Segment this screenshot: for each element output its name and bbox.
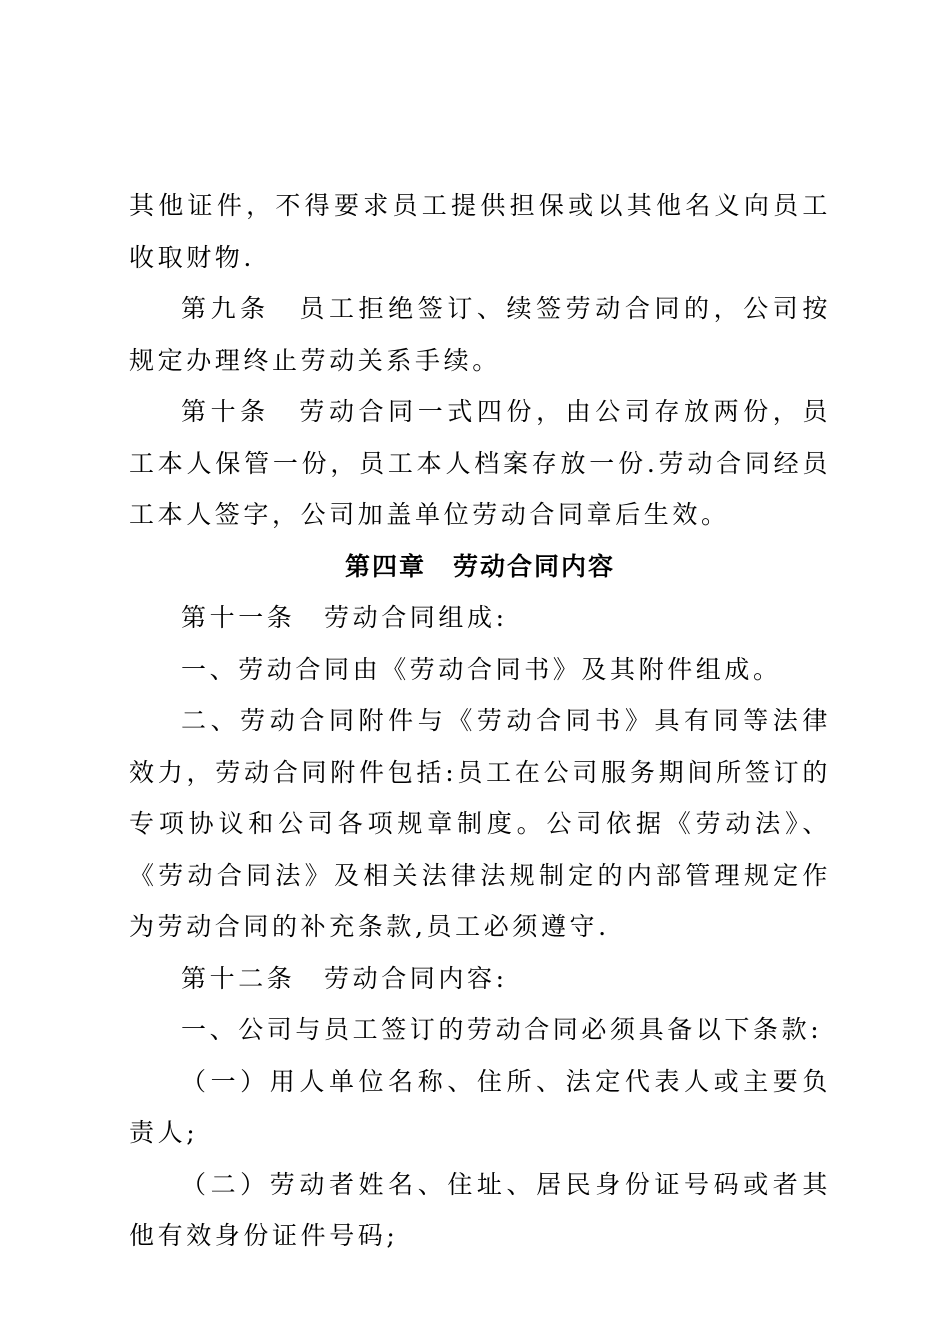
article-11-item-2: 二、劳动合同附件与《劳动合同书》具有同等法律效力，劳动合同附件包括:员工在公司服务期间所签订的专项协议和公司各项规章制度。公司依据《劳动法》、《劳动合同法》及相关法律法规制定的内部管理规定作为劳动合同的补充条款,员工必须遵守. — [129, 706, 831, 941]
article-12-item-1: 一、公司与员工签订的劳动合同必须具备以下条款: — [181, 1015, 823, 1044]
article-12-subitem-1: （一）用人单位名称、住所、法定代表人或主要负责人; — [129, 1066, 831, 1147]
article-11-item-1: 一、劳动合同由《劳动合同书》及其附件组成。 — [181, 654, 782, 684]
chapter-heading: 第四章 劳动合同内容 — [344, 551, 615, 581]
article-12: 第十二条 劳动合同内容: — [181, 963, 508, 993]
article-12-subitem-2: （二）劳动者姓名、住址、居民身份证号码或者其他有效身份证件号码; — [129, 1169, 831, 1250]
article-10: 第十条 劳动合同一式四份，由公司存放两份，员工本人保管一份，员工本人档案存放一份.劳动合同经员工本人签字，公司加盖单位劳动合同章后生效。 — [129, 397, 831, 529]
article-9: 第九条 员工拒绝签订、续签劳动合同的，公司按规定办理终止劳动关系手续。 — [129, 294, 831, 375]
article-11: 第十一条 劳动合同组成: — [181, 603, 508, 632]
document-body — [129, 180, 831, 1262]
paragraph-continuation: 其他证件，不得要求员工提供担保或以其他名义向员工收取财物. — [129, 191, 831, 272]
